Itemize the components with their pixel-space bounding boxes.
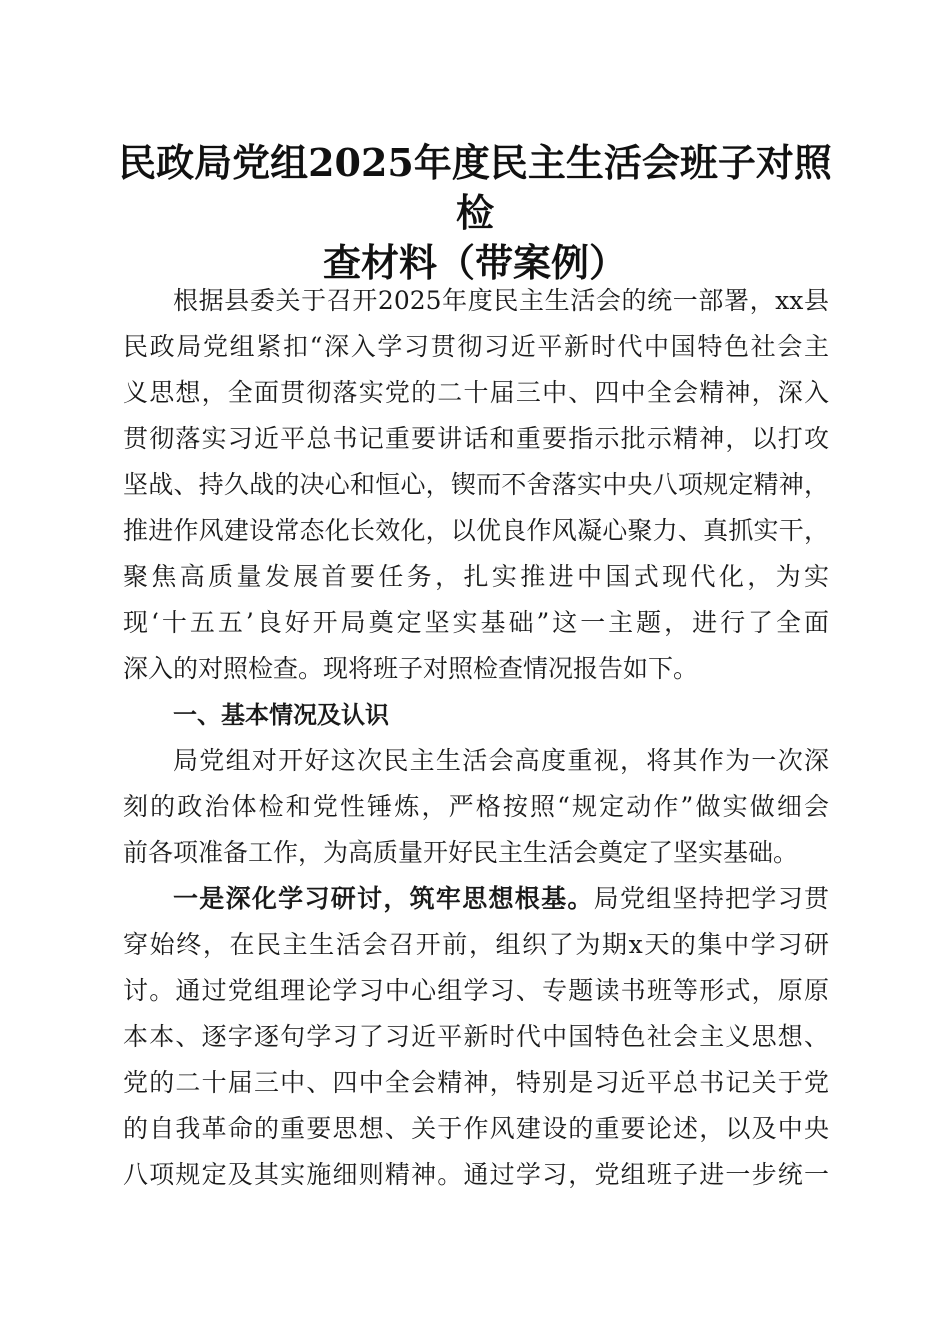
document-body bbox=[123, 278, 829, 1198]
paragraph-lead-sentence: 一是深化学习研讨，筑牢思想根基。 bbox=[173, 884, 594, 913]
text-line: 深入的对照检查。现将班子对照检查情况报告如下。 bbox=[123, 654, 699, 683]
text-line: 现‘十五五’良好开局奠定坚实基础”这一主题，进行了全面 bbox=[123, 608, 829, 637]
paragraph-study bbox=[123, 876, 829, 1198]
text-line: 义思想，全面贯彻落实党的二十届三中、四中全会精神，深入 bbox=[123, 378, 829, 407]
text-line: 刻的政治体检和党性锤炼，严格按照“规定动作”做实做细会 bbox=[123, 792, 829, 821]
text-line: 前各项准备工作，为高质量开好民主生活会奠定了坚实基础。 bbox=[123, 838, 799, 867]
paragraph-intro bbox=[123, 278, 829, 692]
document-title bbox=[100, 138, 850, 288]
title-line-2: 查材料（带案例） bbox=[322, 240, 627, 285]
section-heading: 一、基本情况及认识 bbox=[173, 701, 389, 729]
text-line: 坚战、持久战的决心和恒心，锲而不舍落实中央八项规定精神， bbox=[123, 470, 829, 499]
text-line: 本本、逐字逐句学习了习近平新时代中国特色社会主义思想、 bbox=[123, 1022, 829, 1051]
paragraph-first-line-rest: 局党组坚持把学习贯 bbox=[593, 884, 829, 913]
text-line: 讨。通过党组理论学习中心组学习、专题读书班等形式，原原 bbox=[123, 976, 829, 1005]
text-line: 民政局党组紧扣“深入学习贯彻习近平新时代中国特色社会主 bbox=[123, 332, 829, 361]
paragraph-overview bbox=[123, 738, 829, 876]
text-line: 八项规定及其实施细则精神。通过学习，党组班子进一步统一 bbox=[123, 1160, 829, 1189]
text-line: 推进作风建设常态化长效化，以优良作风凝心聚力、真抓实干， bbox=[123, 516, 829, 545]
text-line-with-lead bbox=[123, 876, 829, 922]
text-line: 根据县委关于召开2025年度民主生活会的统一部署，xx县 bbox=[173, 286, 829, 315]
text-line: 穿始终，在民主生活会召开前，组织了为期x天的集中学习研 bbox=[123, 930, 829, 959]
title-line-1: 民政局党组2025年度民主生活会班子对照检 bbox=[118, 140, 832, 235]
text-line: 局党组对开好这次民主生活会高度重视，将其作为一次深 bbox=[173, 746, 829, 775]
text-line: 党的二十届三中、四中全会精神，特别是习近平总书记关于党 bbox=[123, 1068, 829, 1097]
text-line: 的自我革命的重要思想、关于作风建设的重要论述，以及中央 bbox=[123, 1114, 829, 1143]
text-line: 聚焦高质量发展首要任务，扎实推进中国式现代化，为实 bbox=[123, 562, 829, 591]
text-line: 贯彻落实习近平总书记重要讲话和重要指示批示精神，以打攻 bbox=[123, 424, 829, 453]
